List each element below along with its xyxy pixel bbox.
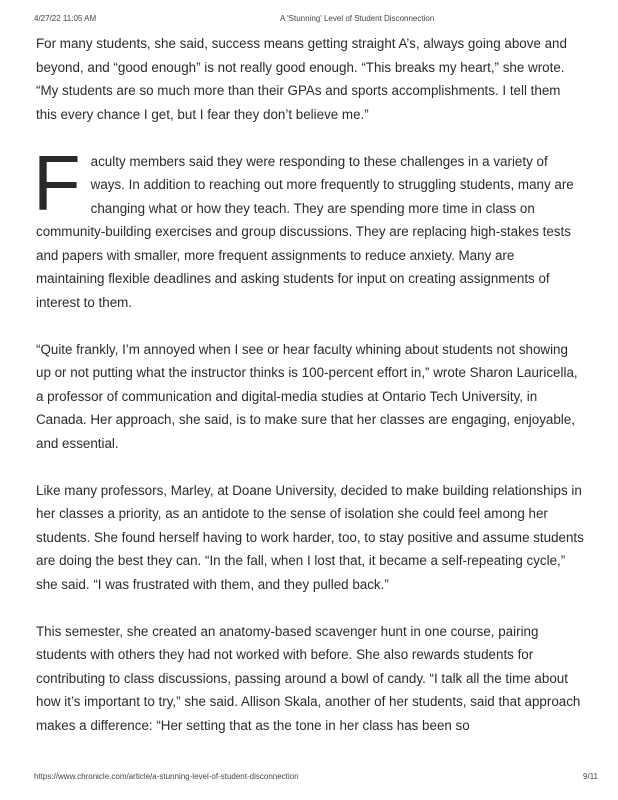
paragraph-2-text: aculty members said they were responding to these challenges in a variety of ways. In addition to reaching out more frequently to struggling students, many are changing what or how they teach. They are spending more time in class on community-building exercises and group discussions. They are replacing high-stakes tests and papers with smaller, more frequent assignments to reduce anxiety. Many are maintaining flexible deadlines and asking students for input on creating assignments of interest to them. xyxy=(36,153,574,310)
paragraph-3: “Quite frankly, I’m annoyed when I see or hear faculty whining about students not showing up or not putting what the instructor thinks is 100-percent effort in,” wrote Sharon Lauricella, a professor of communication and digital-media studies at Ontario Tech University, in Canada. Her approach, she said, is to make sure that her classes are engaging, enjoyable, and essential. xyxy=(36,341,578,451)
paragraph-4: Like many professors, Marley, at Doane University, decided to make building relationships in her classes a priority, as an antidote to the sense of isolation she could feel among her students. She found herself having to work harder, too, to stay positive and assume students are doing the best they can. “In the fall, when I lost that, it became a self-repeating cycle,” she said. “I was frustrated with them, and they pulled back.” xyxy=(36,482,584,592)
page-number: 9/11 xyxy=(583,772,598,781)
paragraph-5: This semester, she created an anatomy-based scavenger hunt in one course, pairing students with others they had not worked with before. She also rewards students for contributing to class discussions, passing around a bowl of candy. “I talk all the time about how it’s important to try,” she said. Allison Skala, another of her students, said that approach makes a difference: “Her setting that as the tone in her class has been so xyxy=(36,623,581,733)
paragraph-1: For many students, she said, success means getting straight A’s, always going above and beyond, and “good enough” is not really good enough. “This breaks my heart,” she wrote. “My students are so much more than their GPAs and sports accomplishments. I tell them this every chance I get, but I fear they don’t believe me.” xyxy=(36,36,567,122)
print-footer xyxy=(0,772,618,784)
drop-cap: F xyxy=(33,138,81,227)
article-body xyxy=(33,32,584,761)
print-header xyxy=(0,14,618,26)
source-url[interactable]: https://www.chronicle.com/article/a-stunning-level-of-student-disconnection xyxy=(34,772,299,781)
print-date: 4/27/22 11:05 AM xyxy=(34,14,97,23)
paragraph-2 xyxy=(33,138,584,315)
print-title: A 'Stunning' Level of Student Disconnection xyxy=(280,14,435,23)
